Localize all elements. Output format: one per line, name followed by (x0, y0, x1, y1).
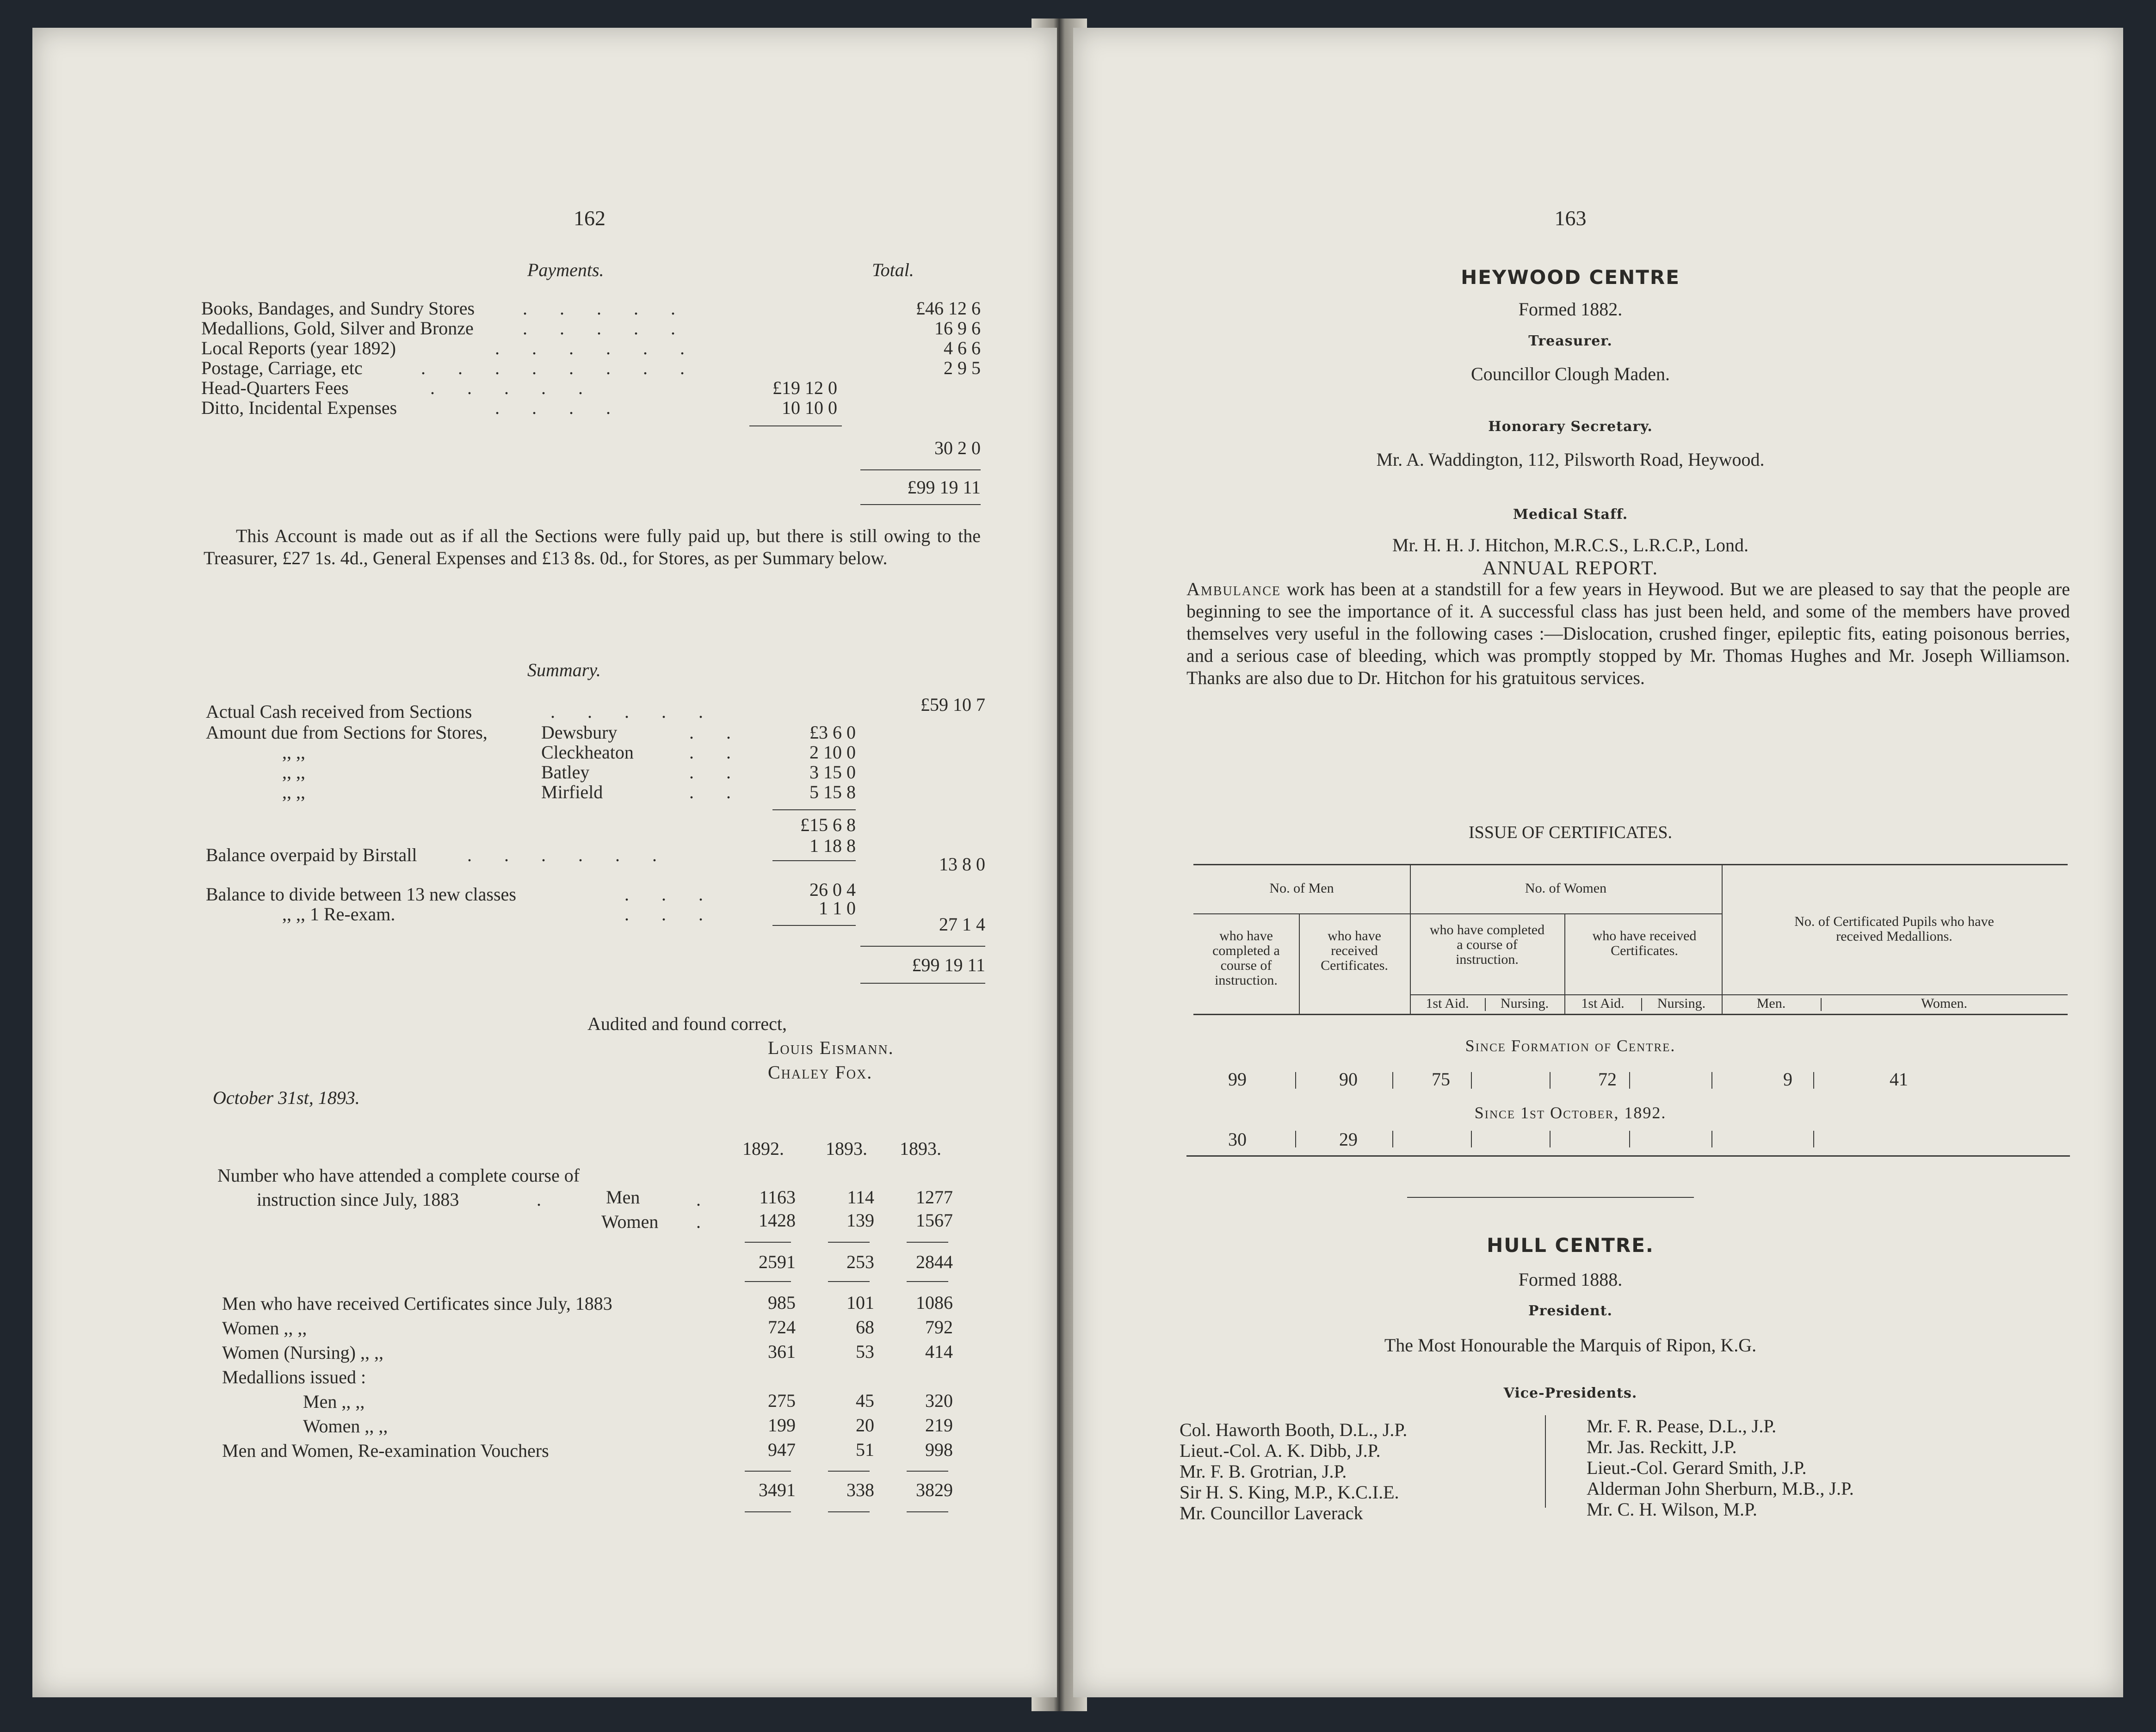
rule (1813, 1072, 1814, 1089)
cash-total: £59 10 7 (920, 694, 985, 715)
birstall-total: 13 8 0 (939, 854, 985, 875)
attended-label: instruction since July, 1883 (257, 1189, 459, 1210)
men-group-header: No. of Men (1269, 881, 1334, 896)
stat-row-label: Medallions issued : (222, 1367, 366, 1387)
leader-dots: . . . . . . (467, 844, 671, 865)
stat-row-label: Men who have received Certificates since July, 1883 (222, 1293, 612, 1314)
stat-value: 1277 (916, 1187, 953, 1208)
cert-value: 99 (1228, 1069, 1247, 1090)
rule (907, 1242, 948, 1243)
leader-dots: . . . (624, 884, 717, 905)
rule (860, 946, 985, 947)
stat-value: 45 (856, 1390, 874, 1411)
stat-value: 361 (768, 1341, 796, 1362)
stat-value: 275 (768, 1390, 796, 1411)
rule (1186, 1155, 2070, 1157)
reexam-amount: 1 1 0 (819, 898, 856, 918)
treasurer-heading: Treasurer. (1528, 333, 1612, 349)
stat-total: 2591 (759, 1251, 796, 1272)
rule (860, 504, 981, 505)
rule (1410, 994, 2068, 995)
payment-label: Ditto, Incidental Expenses (201, 397, 397, 418)
medallions-men-header: Men. (1756, 996, 1786, 1011)
leader-dots: . . . . . . (495, 338, 698, 358)
leader-dots: . (696, 1211, 701, 1232)
auditor-name: Louis Eismann. (768, 1037, 894, 1058)
stat-value: 51 (856, 1439, 874, 1460)
rule (828, 1281, 870, 1282)
cert-value: 30 (1228, 1129, 1247, 1150)
stat-value: 320 (925, 1390, 953, 1411)
report-heading: ANNUAL REPORT. (1482, 558, 1659, 579)
birstall-amount: 1 18 8 (809, 835, 856, 856)
birstall-label: Balance overpaid by Birstall (206, 844, 417, 865)
report-body: work has been at a standstill for a few years in Heywood. But we are pleased to say that the people are beginning to see the importance of it. A successful class has just been held, and some of the members have proved themselves very useful in the following cases :—Dislocation, crushed finger, epileptic fits, eating poisonous berries, and a serious case of bleeding, which was promptly stopped by Mr. Thomas Hughes and Mr. Joseph Williamson. Thanks are also due to Dr. Hitchon for his gratuitous services. (1186, 579, 2070, 688)
stat-value: 53 (856, 1341, 874, 1362)
due-place: Batley (541, 762, 590, 783)
payment-label: Books, Bandages, and Sundry Stores (201, 298, 475, 319)
ditto-marks: ,, ,, (282, 762, 305, 783)
vice-presidents-heading: Vice-Presidents. (1503, 1385, 1637, 1401)
rule (1392, 1131, 1393, 1147)
cash-label: Actual Cash received from Sections (206, 701, 472, 722)
leader-dots: . (537, 1189, 541, 1210)
stat-value: 985 (768, 1292, 796, 1313)
payment-total: 16 9 6 (934, 318, 981, 339)
rule (1629, 1072, 1630, 1089)
summary-grand-total: £99 19 11 (912, 955, 985, 975)
stat-value: 199 (768, 1415, 796, 1436)
rule (1392, 1072, 1393, 1089)
stat-row-label: Women (Nursing) ,, ,, (222, 1342, 383, 1363)
page-number: 162 (574, 206, 605, 230)
rule (1629, 1131, 1630, 1147)
heywood-title: HEYWOOD CENTRE (1461, 266, 1680, 289)
rule (1299, 913, 1300, 1014)
rule (860, 469, 981, 470)
payment-total: 4 6 6 (944, 338, 981, 358)
attended-label: Number who have attended a complete course of (217, 1165, 580, 1186)
women-group-header: No. of Women (1525, 881, 1607, 896)
leader-dots: . . (689, 722, 745, 743)
heywood-formed: Formed 1882. (1518, 299, 1623, 320)
total-heading: Total. (872, 259, 914, 280)
due-place: Cleckheaton (541, 742, 634, 763)
secretary-name: Mr. A. Waddington, 112, Pilsworth Road, Heywood. (1376, 449, 1765, 470)
column-divider (1545, 1415, 1546, 1508)
payment-label: Postage, Carriage, etc (201, 357, 363, 378)
rule (1295, 1131, 1296, 1147)
rule (1193, 1014, 2068, 1015)
cert-value: 72 (1598, 1069, 1617, 1090)
due-place: Mirfield (541, 782, 603, 802)
due-place: Dewsbury (541, 722, 618, 743)
nursing-header: Nursing. (1657, 996, 1706, 1011)
since-formation-label: Since Formation of Centre. (1465, 1036, 1676, 1055)
vice-president: Mr. C. H. Wilson, M.P. (1587, 1499, 1757, 1520)
left-page (32, 28, 1057, 1697)
account-note: This Account is made out as if all the Sections were fully paid up, but there is still owing to the Treasurer, £27 1s. 4d., General Expenses and £13 8s. 0d., for Stores, as per Summary below. (204, 525, 981, 568)
audited-text: Audited and found correct, (587, 1013, 787, 1034)
stat-value: 1567 (916, 1210, 953, 1231)
divide-label: Balance to divide between 13 new classes (206, 884, 516, 905)
right-page (1073, 28, 2123, 1697)
president-heading: President. (1528, 1303, 1612, 1319)
payment-sub-amount: 10 10 0 (782, 397, 837, 418)
rule (745, 1471, 791, 1472)
stat-total: 338 (846, 1479, 874, 1500)
stat-value: 1086 (916, 1292, 953, 1313)
payments-subtotal: 30 2 0 (934, 438, 981, 458)
year-header: 1892. (742, 1138, 784, 1159)
rule (1722, 864, 1723, 1014)
stat-value: 998 (925, 1439, 953, 1460)
stat-value: 139 (846, 1210, 874, 1231)
report-lead: Ambulance (1186, 579, 1281, 599)
treasurer-name: Councillor Clough Maden. (1471, 364, 1670, 384)
summary-heading: Summary. (527, 660, 601, 680)
payment-label: Head-Quarters Fees (201, 377, 349, 398)
section-divider (1407, 1197, 1694, 1198)
stat-total: 3491 (759, 1479, 796, 1500)
vice-president: Col. Haworth Booth, D.L., J.P. (1180, 1419, 1408, 1440)
leader-dots: . . . . (495, 397, 624, 418)
secretary-heading: Honorary Secretary. (1488, 419, 1653, 435)
first-aid-header: 1st Aid. (1581, 996, 1625, 1011)
vice-president: Mr. F. B. Grotrian, J.P. (1180, 1461, 1347, 1482)
divide-amount: 26 0 4 (809, 879, 856, 900)
leader-dots: . . (689, 762, 745, 783)
leader-dots: . . . (624, 904, 717, 925)
men-label: Men (606, 1187, 640, 1208)
rule (1193, 913, 1722, 914)
payments-grand-total: £99 19 11 (907, 477, 981, 498)
payment-sub-amount: £19 12 0 (772, 377, 837, 398)
rule (1471, 1072, 1472, 1089)
due-subtotal: £15 6 8 (800, 814, 856, 835)
rule (907, 1471, 948, 1472)
rule (828, 1242, 870, 1243)
stat-value: 68 (856, 1317, 874, 1338)
medical-heading: Medical Staff. (1513, 506, 1628, 523)
rule (772, 925, 856, 926)
leader-dots: . . . . . (523, 298, 689, 319)
due-label: Amount due from Sections for Stores, (206, 722, 488, 743)
leader-dots: . . (689, 782, 745, 802)
payment-label: Local Reports (year 1892) (201, 338, 396, 358)
rule (1711, 1131, 1712, 1147)
due-amount: £3 6 0 (809, 722, 856, 743)
report-date: October 31st, 1893. (213, 1087, 360, 1108)
stat-total: 2844 (916, 1251, 953, 1272)
president-name: The Most Honourable the Marquis of Ripon, K.G. (1384, 1335, 1757, 1356)
stat-value: 114 (847, 1187, 874, 1208)
women-completed-header: who have completed a course of instruction. (1429, 922, 1545, 967)
rule (1550, 1072, 1551, 1089)
rule (1550, 1131, 1551, 1147)
leader-dots: . . . . . (430, 377, 597, 398)
stat-value: 20 (856, 1415, 874, 1436)
rule (828, 1471, 870, 1472)
leader-dots: . . . . . (523, 318, 689, 339)
ditto-marks: ,, ,, (282, 782, 305, 802)
stat-value: 219 (925, 1415, 953, 1436)
due-amount: 2 10 0 (809, 742, 856, 763)
certificates-title: ISSUE OF CERTIFICATES. (1468, 823, 1673, 842)
rule (745, 1242, 791, 1243)
rule (828, 1511, 870, 1512)
hull-title: HULL CENTRE. (1487, 1234, 1654, 1257)
due-amount: 3 15 0 (809, 762, 856, 783)
stat-row-label: Men ,, ,, (303, 1391, 365, 1412)
men-completed-header: who have completed a course of instruction. (1212, 928, 1280, 988)
rule (745, 1511, 791, 1512)
rule (1711, 1072, 1712, 1089)
men-received-header: who have received Certificates. (1321, 928, 1388, 973)
leader-dots: . . (689, 742, 745, 763)
women-received-header: who have received Certificates. (1592, 928, 1697, 958)
leader-dots: . (696, 1189, 701, 1210)
rule (749, 425, 842, 426)
rule (907, 1281, 948, 1282)
since-october-label: Since 1st October, 1892. (1474, 1103, 1667, 1122)
stat-value: 947 (768, 1439, 796, 1460)
year-header: 1893. (826, 1138, 867, 1159)
medical-staff: Mr. H. H. J. Hitchon, M.R.C.S., L.R.C.P., Lond. (1392, 535, 1749, 555)
stat-value: 414 (925, 1341, 953, 1362)
rule (1813, 1131, 1814, 1147)
vice-president: Alderman John Sherburn, M.B., J.P. (1587, 1478, 1854, 1499)
cert-value: 75 (1432, 1069, 1450, 1090)
vice-president: Sir H. S. King, M.P., K.C.I.E. (1180, 1482, 1399, 1503)
rule (860, 983, 985, 984)
women-label: Women (601, 1211, 659, 1232)
rule (907, 1511, 948, 1512)
leader-dots: . . . . . (550, 701, 717, 722)
rule (745, 1281, 791, 1282)
stat-row-label: Women ,, ,, (303, 1416, 388, 1436)
rule (772, 809, 856, 810)
medallions-header: No. of Certificated Pupils who have received Medallions. (1794, 914, 1994, 944)
due-amount: 5 15 8 (809, 782, 856, 802)
stat-row-label: Women ,, ,, (222, 1318, 307, 1338)
nursing-header: Nursing. (1500, 996, 1549, 1011)
cert-value: 9 (1783, 1069, 1792, 1090)
cert-value: 90 (1339, 1069, 1358, 1090)
auditor-name: Chaley Fox. (768, 1062, 873, 1083)
stat-value: 792 (925, 1317, 953, 1338)
payment-total: £46 12 6 (916, 298, 981, 319)
cert-value: 29 (1339, 1129, 1358, 1150)
reexam-label: ,, ,, 1 Re-exam. (282, 904, 395, 925)
first-aid-header: 1st Aid. (1426, 996, 1469, 1011)
hull-formed: Formed 1888. (1518, 1269, 1623, 1290)
stat-value: 1163 (759, 1187, 796, 1208)
ditto-marks: ,, ,, (282, 742, 305, 763)
stat-total: 253 (846, 1251, 874, 1272)
vice-president: Mr. Councillor Laverack (1180, 1503, 1363, 1523)
cert-value: 41 (1890, 1069, 1908, 1090)
rule (1193, 864, 2068, 865)
page-number: 163 (1554, 206, 1587, 230)
payment-label: Medallions, Gold, Silver and Bronze (201, 318, 474, 339)
rule (772, 860, 856, 861)
rule (1295, 1072, 1296, 1089)
medallions-women-header: Women. (1921, 996, 1968, 1011)
annual-report-text (1186, 578, 2070, 689)
divide-total: 27 1 4 (939, 914, 985, 935)
stat-total: 3829 (916, 1479, 953, 1500)
vice-president: Mr. Jas. Reckitt, J.P. (1587, 1436, 1737, 1457)
stat-value: 1428 (759, 1210, 796, 1231)
rule (1471, 1131, 1472, 1147)
stat-row-label: Men and Women, Re-examination Vouchers (222, 1440, 549, 1461)
vice-president: Lieut.-Col. Gerard Smith, J.P. (1587, 1457, 1807, 1478)
year-header: 1893. (900, 1138, 941, 1159)
stat-value: 101 (846, 1292, 874, 1313)
leader-dots: . . . . . . . . (421, 357, 698, 378)
vice-president: Mr. F. R. Pease, D.L., J.P. (1587, 1416, 1777, 1436)
vice-president: Lieut.-Col. A. K. Dibb, J.P. (1180, 1440, 1381, 1461)
payments-heading: Payments. (527, 259, 604, 280)
payment-total: 2 9 5 (944, 357, 981, 378)
stat-value: 724 (768, 1317, 796, 1338)
